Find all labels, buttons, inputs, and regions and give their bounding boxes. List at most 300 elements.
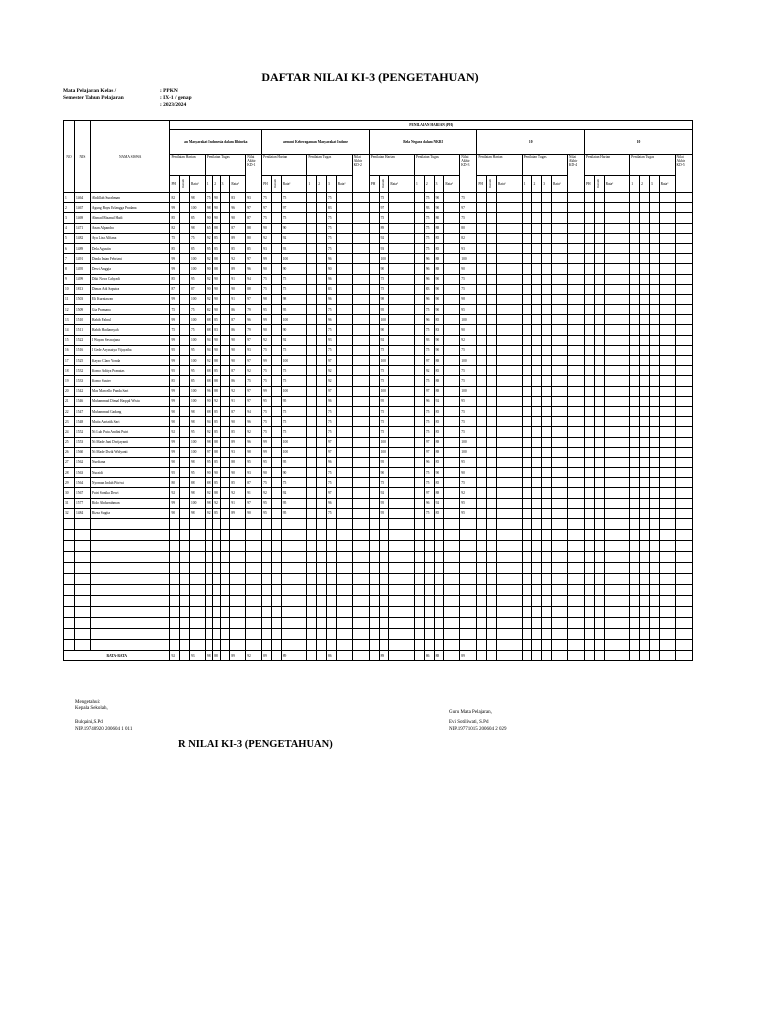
kd2-value: 96 bbox=[326, 498, 336, 508]
kd-empty-cell bbox=[640, 468, 650, 478]
empty-cell bbox=[594, 563, 604, 574]
kd-empty-cell bbox=[552, 284, 568, 294]
kd2-value bbox=[352, 274, 369, 284]
kd-empty-cell bbox=[496, 193, 522, 203]
kd1-value: 90 bbox=[213, 305, 220, 315]
kd-empty-cell bbox=[630, 294, 640, 304]
kd2-value bbox=[271, 213, 281, 223]
student-name: Kayzo Claro Yonda bbox=[90, 356, 170, 366]
kd3-value bbox=[444, 325, 460, 335]
kd1-value: 90 bbox=[170, 508, 180, 518]
kd3-value bbox=[444, 294, 460, 304]
kd-empty-cell bbox=[567, 254, 584, 264]
kd2-value: 95 bbox=[281, 457, 307, 467]
kd3-value: 92 bbox=[379, 488, 389, 498]
kd3-value: 96 bbox=[424, 396, 434, 406]
kd3-value bbox=[369, 366, 379, 376]
kd-empty-cell bbox=[542, 406, 552, 416]
empty-cell bbox=[424, 563, 434, 574]
empty-cell bbox=[460, 519, 477, 530]
empty-cell bbox=[630, 596, 640, 607]
kd3-value bbox=[369, 386, 379, 396]
tugas3-label-5: 3 bbox=[649, 176, 659, 193]
kd2-value bbox=[336, 294, 352, 304]
kd-empty-cell bbox=[675, 284, 692, 294]
kd3-value: 100 bbox=[460, 386, 477, 396]
kd-empty-cell bbox=[649, 203, 659, 213]
kd3-value: 75 bbox=[424, 427, 434, 437]
kd3-value bbox=[369, 651, 379, 661]
kd1-value: 93 bbox=[246, 468, 262, 478]
student-name: Ni Luh Putu Andini Putri bbox=[90, 427, 170, 437]
kd-empty-cell bbox=[659, 264, 675, 274]
empty-cell bbox=[205, 640, 212, 651]
kd1-value: 90 bbox=[170, 406, 180, 416]
kd-empty-cell bbox=[604, 223, 630, 233]
student-no: 1 bbox=[64, 193, 75, 203]
kd2-value: 83 bbox=[326, 203, 336, 213]
kd2-value bbox=[307, 325, 317, 335]
kd3-value bbox=[389, 243, 415, 253]
kd1-value: 91 bbox=[230, 498, 246, 508]
student-row bbox=[64, 427, 693, 437]
kd1-value bbox=[180, 651, 190, 661]
kd-empty-cell bbox=[604, 274, 630, 284]
kd3-value: 95 bbox=[379, 508, 389, 518]
kd2-value bbox=[271, 284, 281, 294]
student-name: I Wayan Seswajana bbox=[90, 335, 170, 345]
kd-empty-cell bbox=[496, 223, 522, 233]
kd-empty-cell bbox=[552, 437, 568, 447]
kd1-value: 98 bbox=[190, 488, 206, 498]
kd-empty-cell bbox=[532, 376, 542, 386]
kd1-value bbox=[180, 264, 190, 274]
empty-row bbox=[64, 629, 693, 640]
kd2-value bbox=[307, 457, 317, 467]
kd3-value bbox=[415, 386, 425, 396]
empty-cell bbox=[336, 596, 352, 607]
kd3-value bbox=[415, 284, 425, 294]
kd3-value bbox=[415, 264, 425, 274]
student-name: Dela Agustin bbox=[90, 243, 170, 253]
kd-empty-cell bbox=[542, 478, 552, 488]
empty-cell bbox=[630, 640, 640, 651]
empty-cell bbox=[649, 574, 659, 585]
kd-empty-cell bbox=[567, 305, 584, 315]
empty-cell bbox=[180, 541, 190, 552]
empty-cell bbox=[336, 563, 352, 574]
empty-cell bbox=[326, 574, 336, 585]
kd3-value bbox=[415, 488, 425, 498]
kd2-value bbox=[271, 478, 281, 488]
kd3-header: Bela Negara dalam NKRI bbox=[369, 130, 477, 155]
empty-cell bbox=[604, 530, 630, 541]
student-name: Ni Made Jani Dwijayanti bbox=[90, 437, 170, 447]
kd1-value bbox=[220, 508, 230, 518]
kd2-value bbox=[271, 193, 281, 203]
kd2-value: 100 bbox=[281, 356, 307, 366]
kd2-value bbox=[336, 498, 352, 508]
kd3-value bbox=[415, 651, 425, 661]
kd3-value: 93 bbox=[460, 243, 477, 253]
kd-empty-cell bbox=[640, 294, 650, 304]
empty-cell bbox=[262, 596, 272, 607]
kd-empty-cell bbox=[522, 468, 532, 478]
kd2-value bbox=[352, 457, 369, 467]
empty-cell bbox=[205, 574, 212, 585]
student-name: Rizsa Sugita bbox=[90, 508, 170, 518]
kd-empty-cell bbox=[532, 305, 542, 315]
kd2-value bbox=[336, 356, 352, 366]
kd3-value bbox=[389, 356, 415, 366]
empty-cell bbox=[460, 585, 477, 596]
student-nis: 1532 bbox=[75, 366, 91, 376]
empty-cell bbox=[190, 574, 206, 585]
student-no: 30 bbox=[64, 488, 75, 498]
empty-cell bbox=[90, 596, 170, 607]
kd3-value: 88 bbox=[434, 447, 444, 457]
kd-empty-cell bbox=[542, 294, 552, 304]
empty-cell bbox=[307, 541, 317, 552]
kd-empty-cell bbox=[640, 305, 650, 315]
kd-empty-cell bbox=[659, 325, 675, 335]
kd2-value: 92 bbox=[326, 366, 336, 376]
kd-empty-cell bbox=[585, 315, 595, 325]
kd-empty-cell bbox=[675, 376, 692, 386]
empty-cell bbox=[220, 519, 230, 530]
kd-empty-cell bbox=[496, 294, 522, 304]
kd-empty-cell bbox=[487, 315, 497, 325]
kd3-value bbox=[444, 254, 460, 264]
kd2-value: 90 bbox=[262, 325, 272, 335]
kd-empty-cell bbox=[594, 294, 604, 304]
empty-cell bbox=[567, 541, 584, 552]
kd1-value: 92 bbox=[205, 294, 212, 304]
kd2-value bbox=[352, 284, 369, 294]
kd1-value: 92 bbox=[246, 427, 262, 437]
kd3-value: 75 bbox=[424, 478, 434, 488]
kd-empty-cell bbox=[496, 203, 522, 213]
kd-empty-cell bbox=[675, 254, 692, 264]
kd2-value bbox=[317, 376, 327, 386]
kd2-value bbox=[317, 356, 327, 366]
kd-empty-cell bbox=[649, 325, 659, 335]
kd1-value: 90 bbox=[213, 193, 220, 203]
kd1-value: 90 bbox=[213, 335, 220, 345]
kd-empty-cell bbox=[477, 356, 487, 366]
kd-empty-cell bbox=[649, 468, 659, 478]
kd-empty-cell bbox=[552, 498, 568, 508]
kd-empty-cell bbox=[567, 284, 584, 294]
empty-cell bbox=[90, 552, 170, 563]
kd1-value: 85 bbox=[230, 427, 246, 437]
kd-empty-cell bbox=[487, 203, 497, 213]
student-name: Mas Marcello Panda Sari bbox=[90, 386, 170, 396]
empty-cell bbox=[675, 596, 692, 607]
kd2-value bbox=[352, 447, 369, 457]
rata-ph-label-4: Rata² bbox=[496, 176, 522, 193]
teacher-nip: NIP.19771015 200604 2 029 bbox=[449, 727, 507, 732]
empty-cell bbox=[336, 607, 352, 618]
empty-cell bbox=[659, 585, 675, 596]
kd3-value bbox=[444, 315, 460, 325]
kd1-value bbox=[220, 427, 230, 437]
kd-empty-cell bbox=[522, 233, 532, 243]
empty-cell bbox=[220, 552, 230, 563]
kd2-value: 95 bbox=[262, 508, 272, 518]
empty-cell bbox=[326, 585, 336, 596]
kd1-value bbox=[180, 376, 190, 386]
kd3-value: 75 bbox=[460, 406, 477, 416]
kd1-value: 87 bbox=[246, 478, 262, 488]
kd1-value: 86 bbox=[230, 325, 246, 335]
empty-cell bbox=[352, 607, 369, 618]
student-nis: 1552 bbox=[75, 427, 91, 437]
kd-empty-cell bbox=[640, 488, 650, 498]
empty-row bbox=[64, 607, 693, 618]
empty-cell bbox=[326, 607, 336, 618]
kd3-value bbox=[369, 335, 379, 345]
student-no: 5 bbox=[64, 233, 75, 243]
empty-cell bbox=[567, 563, 584, 574]
kd2-value bbox=[271, 254, 281, 264]
kd-empty-cell bbox=[649, 356, 659, 366]
kd-empty-cell bbox=[522, 315, 532, 325]
empty-cell bbox=[317, 629, 327, 640]
kd-empty-cell bbox=[604, 651, 630, 661]
kd2-value bbox=[271, 417, 281, 427]
kd2-value bbox=[307, 488, 317, 498]
empty-cell bbox=[585, 552, 595, 563]
kd-empty-cell bbox=[649, 305, 659, 315]
empty-cell bbox=[271, 541, 281, 552]
empty-cell bbox=[246, 541, 262, 552]
kd-empty-cell bbox=[532, 243, 542, 253]
kd-empty-cell bbox=[522, 396, 532, 406]
kd-empty-cell bbox=[585, 478, 595, 488]
empty-cell bbox=[604, 574, 630, 585]
empty-cell bbox=[307, 618, 317, 629]
student-row bbox=[64, 488, 693, 498]
kd-empty-cell bbox=[532, 417, 542, 427]
kd2-value bbox=[307, 406, 317, 416]
kd-empty-cell bbox=[567, 437, 584, 447]
kd1-value: 91 bbox=[246, 488, 262, 498]
kd1-value bbox=[220, 243, 230, 253]
kd1-value bbox=[220, 356, 230, 366]
kd3-value bbox=[415, 447, 425, 457]
kd-empty-cell bbox=[496, 386, 522, 396]
kd1-value: 92 bbox=[213, 396, 220, 406]
empty-cell bbox=[307, 519, 317, 530]
kd3-value bbox=[369, 396, 379, 406]
kd-empty-cell bbox=[522, 294, 532, 304]
empty-cell bbox=[532, 607, 542, 618]
empty-cell bbox=[487, 541, 497, 552]
kd-empty-cell bbox=[585, 488, 595, 498]
kd2-value: 75 bbox=[326, 305, 336, 315]
kd3-value bbox=[444, 437, 460, 447]
kd1-value: 99 bbox=[170, 437, 180, 447]
empty-cell bbox=[262, 541, 272, 552]
kd2-value bbox=[352, 294, 369, 304]
empty-cell bbox=[352, 563, 369, 574]
empty-cell bbox=[230, 640, 246, 651]
kd3-value: 75 bbox=[424, 305, 434, 315]
kd-empty-cell bbox=[532, 203, 542, 213]
empty-cell bbox=[90, 563, 170, 574]
empty-cell bbox=[434, 596, 444, 607]
remidi-label-1 bbox=[180, 176, 190, 193]
kd-empty-cell bbox=[594, 376, 604, 386]
kd1-value: 89 bbox=[230, 437, 246, 447]
kd3-value bbox=[444, 427, 460, 437]
kd-empty-cell bbox=[659, 233, 675, 243]
kd2-value: 98 bbox=[281, 294, 307, 304]
empty-cell bbox=[630, 519, 640, 530]
kd1-value: 95 bbox=[170, 366, 180, 376]
kd-empty-cell bbox=[659, 427, 675, 437]
kd2-value bbox=[336, 284, 352, 294]
student-row bbox=[64, 213, 693, 223]
student-nis: 1563 bbox=[75, 468, 91, 478]
kd2-value bbox=[307, 213, 317, 223]
kd-empty-cell bbox=[640, 233, 650, 243]
student-nis: 1533 bbox=[75, 376, 91, 386]
kd-empty-cell bbox=[522, 213, 532, 223]
student-name: Komo Suster bbox=[90, 376, 170, 386]
col-penilaian-harian: PENILAIAN HARIAN (PH) bbox=[170, 121, 693, 130]
kd-empty-cell bbox=[675, 508, 692, 518]
kd-empty-cell bbox=[542, 274, 552, 284]
kd-empty-cell bbox=[659, 417, 675, 427]
kd3-value: 75 bbox=[424, 213, 434, 223]
empty-cell bbox=[496, 530, 522, 541]
kd3-value bbox=[369, 203, 379, 213]
kd-empty-cell bbox=[532, 274, 542, 284]
empty-cell bbox=[379, 585, 389, 596]
kd1-value: 97 bbox=[246, 254, 262, 264]
kd-empty-cell bbox=[542, 488, 552, 498]
kd1-value: 95 bbox=[190, 345, 206, 355]
empty-cell bbox=[230, 541, 246, 552]
kd2-value: 97 bbox=[326, 356, 336, 366]
kd-empty-cell bbox=[542, 233, 552, 243]
empty-row bbox=[64, 596, 693, 607]
kd1-value: 87 bbox=[230, 315, 246, 325]
kd-empty-cell bbox=[496, 417, 522, 427]
kd3-value bbox=[444, 406, 460, 416]
kd-empty-cell bbox=[675, 213, 692, 223]
col-name: NAMA SISWA bbox=[90, 121, 170, 193]
kd-empty-cell bbox=[630, 213, 640, 223]
kd-empty-cell bbox=[640, 498, 650, 508]
empty-cell bbox=[630, 563, 640, 574]
empty-row bbox=[64, 585, 693, 596]
kd3-value: 85 bbox=[434, 457, 444, 467]
kd2-value: 92 bbox=[281, 488, 307, 498]
kd1-value: 90 bbox=[205, 284, 212, 294]
kd3-value bbox=[389, 498, 415, 508]
kd3-value: 97 bbox=[460, 203, 477, 213]
kd3-value bbox=[369, 264, 379, 274]
kd1-value bbox=[220, 193, 230, 203]
empty-cell bbox=[604, 541, 630, 552]
empty-cell bbox=[424, 596, 434, 607]
empty-cell bbox=[630, 541, 640, 552]
kd-empty-cell bbox=[630, 437, 640, 447]
kd-empty-cell bbox=[477, 376, 487, 386]
kd-empty-cell bbox=[675, 478, 692, 488]
kd-empty-cell bbox=[522, 223, 532, 233]
kd-empty-cell bbox=[585, 498, 595, 508]
empty-cell bbox=[262, 618, 272, 629]
student-name: Muhammad Gadang bbox=[90, 406, 170, 416]
empty-cell bbox=[170, 629, 180, 640]
kd-empty-cell bbox=[640, 356, 650, 366]
kd-empty-cell bbox=[594, 447, 604, 457]
teacher-name: Evi Sotiliwati, S.Pd bbox=[449, 720, 489, 725]
kd3-value bbox=[389, 325, 415, 335]
kd1-value: 100 bbox=[190, 356, 206, 366]
kd2-value bbox=[336, 203, 352, 213]
empty-cell bbox=[352, 640, 369, 651]
empty-cell bbox=[415, 607, 425, 618]
kd3-value: 90 bbox=[434, 274, 444, 284]
kd-empty-cell bbox=[604, 254, 630, 264]
kd-empty-cell bbox=[640, 284, 650, 294]
kd2-value bbox=[336, 193, 352, 203]
kd3-value: 85 bbox=[434, 417, 444, 427]
kd-empty-cell bbox=[630, 305, 640, 315]
kd-empty-cell bbox=[585, 386, 595, 396]
kd-empty-cell bbox=[640, 386, 650, 396]
kd2-value bbox=[271, 488, 281, 498]
empty-row bbox=[64, 519, 693, 530]
kd-empty-cell bbox=[487, 284, 497, 294]
empty-cell bbox=[542, 585, 552, 596]
kd-empty-cell bbox=[567, 193, 584, 203]
kd1-value: 90 bbox=[230, 284, 246, 294]
kd1-value: 92 bbox=[205, 356, 212, 366]
kd-empty-cell bbox=[659, 478, 675, 488]
kd1-value bbox=[220, 437, 230, 447]
empty-cell bbox=[246, 618, 262, 629]
kd-empty-cell bbox=[552, 233, 568, 243]
kd-empty-cell bbox=[552, 243, 568, 253]
student-no: 16 bbox=[64, 345, 75, 355]
kd-empty-cell bbox=[649, 193, 659, 203]
kd3-value bbox=[444, 356, 460, 366]
kd1-value: 85 bbox=[213, 508, 220, 518]
kd-empty-cell bbox=[522, 417, 532, 427]
remidi-text-2: Remidi bbox=[272, 179, 277, 188]
kd1-value bbox=[220, 345, 230, 355]
kd-empty-cell bbox=[552, 325, 568, 335]
student-name: Habib Hadiansyah bbox=[90, 325, 170, 335]
kd2-value: 93 bbox=[326, 335, 336, 345]
empty-cell bbox=[317, 596, 327, 607]
kd-empty-cell bbox=[594, 488, 604, 498]
kd3-value bbox=[369, 508, 379, 518]
kd2-value: 75 bbox=[281, 427, 307, 437]
empty-cell bbox=[552, 618, 568, 629]
kd2-value bbox=[352, 498, 369, 508]
kd2-value: 92 bbox=[262, 335, 272, 345]
empty-cell bbox=[326, 629, 336, 640]
student-no: 28 bbox=[64, 468, 75, 478]
kd3-value bbox=[415, 345, 425, 355]
